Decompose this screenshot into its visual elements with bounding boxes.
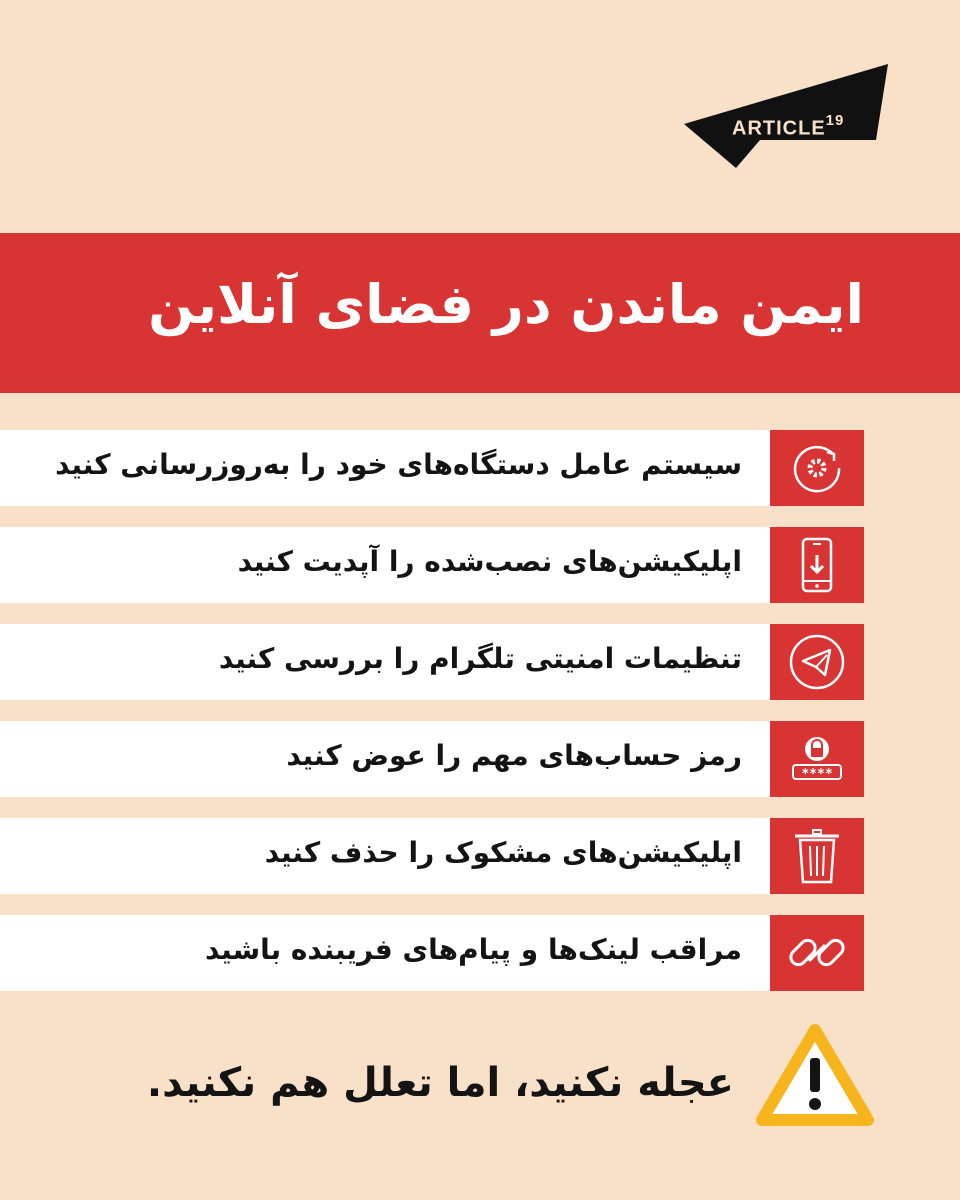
item-icon-box xyxy=(770,527,864,603)
telegram-icon xyxy=(787,632,847,692)
item-text: اپلیکیشن‌های نصب‌شده را آپدیت کنید xyxy=(237,545,742,578)
list-item-remove-apps xyxy=(0,818,864,894)
item-icon-box xyxy=(770,721,864,797)
item-text: تنظیمات امنیتی تلگرام را بررسی کنید xyxy=(218,642,742,675)
item-text: مراقب لینک‌ها و پیام‌های فریبنده باشید xyxy=(204,933,742,966)
password-mask: **** xyxy=(801,767,833,782)
page-title: ایمن ماندن در فضای آنلاین xyxy=(148,273,864,336)
list-item-update-os xyxy=(0,430,864,506)
item-icon-box xyxy=(770,818,864,894)
list-item-password xyxy=(0,721,864,797)
link-icon xyxy=(787,923,847,983)
logo-text: ARTICLE$^{19}$ xyxy=(732,112,845,140)
update-gear-icon xyxy=(787,438,847,498)
item-icon-box xyxy=(770,915,864,991)
item-icon-box xyxy=(770,624,864,700)
item-text: رمز حساب‌های مهم را عوض کنید xyxy=(286,739,742,772)
trash-icon xyxy=(787,826,847,886)
item-icon-box xyxy=(770,430,864,506)
warning-text: عجله نکنید، اما تعلل هم نکنید. xyxy=(146,1060,734,1106)
phone-download-icon xyxy=(787,535,847,595)
list-item-links xyxy=(0,915,864,991)
item-text: سیستم عامل دستگاه‌های خود را به‌روزرسانی کنید xyxy=(55,448,742,481)
password-lock-icon xyxy=(787,729,847,789)
warning-icon xyxy=(754,1022,876,1126)
title-banner xyxy=(0,233,960,393)
item-text: اپلیکیشن‌های مشکوک را حذف کنید xyxy=(264,836,742,869)
list-item-telegram xyxy=(0,624,864,700)
list-item-update-apps xyxy=(0,527,864,603)
